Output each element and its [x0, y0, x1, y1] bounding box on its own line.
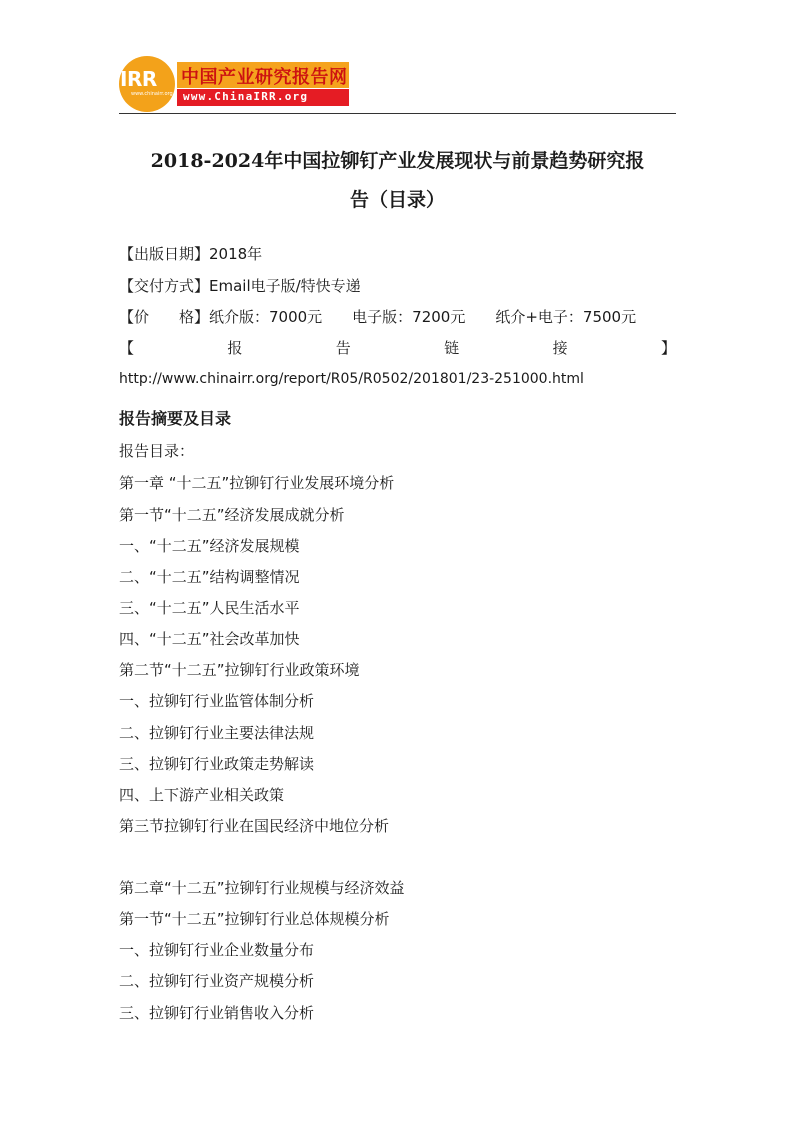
toc-item: 二、拉铆钉行业资产规模分析 — [119, 972, 315, 990]
site-logo[interactable] — [119, 56, 349, 112]
summary-heading: 报告摘要及目录 — [119, 409, 232, 428]
toc-item: 第一节“十二五”拉铆钉行业总体规模分析 — [119, 910, 390, 928]
publish-date: 【出版日期】2018年 — [119, 245, 263, 263]
price-info: 【价 格】纸介版：7000元 电子版：7200元 纸介+电子：7500元 — [119, 308, 637, 326]
toc-item: 三、拉铆钉行业销售收入分析 — [119, 1004, 315, 1022]
toc-item: 一、拉铆钉行业监管体制分析 — [119, 692, 315, 710]
report-title-line-2: 告（目录） — [349, 189, 445, 211]
toc-item: 一、拉铆钉行业企业数量分布 — [119, 941, 315, 959]
toc-item: 三、“十二五”人民生活水平 — [119, 599, 300, 617]
report-url[interactable]: http://www.chinairr.org/report/R05/R0502/201801/23-251000.html — [119, 371, 584, 387]
link-label-char: 告 — [335, 339, 351, 357]
link-label-char: 】 — [660, 339, 676, 357]
link-label-char: 【 — [119, 339, 135, 357]
logo-badge-text: IRR — [120, 67, 157, 91]
toc-item: 二、“十二五”结构调整情况 — [119, 568, 300, 586]
toc-label: 报告目录： — [119, 442, 195, 460]
report-title-line-1: 2018-2024年中国拉铆钉产业发展现状与前景趋势研究报 — [150, 150, 645, 172]
toc-item: 第三节拉铆钉行业在国民经济中地位分析 — [119, 817, 390, 835]
toc-item: 第一章 “十二五”拉铆钉行业发展环境分析 — [119, 474, 395, 492]
link-label-char: 报 — [227, 339, 243, 357]
report-link-label — [119, 337, 676, 358]
logo-site-url: www.ChinaIRR.org — [183, 90, 309, 103]
toc-item: 三、拉铆钉行业政策走势解读 — [119, 755, 315, 773]
delivery-method: 【交付方式】Email电子版/特快专递 — [119, 277, 361, 295]
toc-item: 四、上下游产业相关政策 — [119, 786, 285, 804]
header-divider — [119, 113, 676, 114]
logo-site-name: 中国产业研究报告网 — [181, 67, 348, 88]
toc-item: 第二节“十二五”拉铆钉行业政策环境 — [119, 661, 360, 679]
toc-item: 第二章“十二五”拉铆钉行业规模与经济效益 — [119, 879, 405, 897]
link-label-char: 链 — [444, 339, 460, 357]
link-label-char: 接 — [552, 339, 568, 357]
logo-badge-url: www.chinairr.org — [131, 91, 173, 97]
toc-item: 四、“十二五”社会改革加快 — [119, 630, 300, 648]
toc-item: 一、“十二五”经济发展规模 — [119, 537, 300, 555]
toc-item: 二、拉铆钉行业主要法律法规 — [119, 724, 315, 742]
toc-item: 第一节“十二五”经济发展成就分析 — [119, 506, 345, 524]
